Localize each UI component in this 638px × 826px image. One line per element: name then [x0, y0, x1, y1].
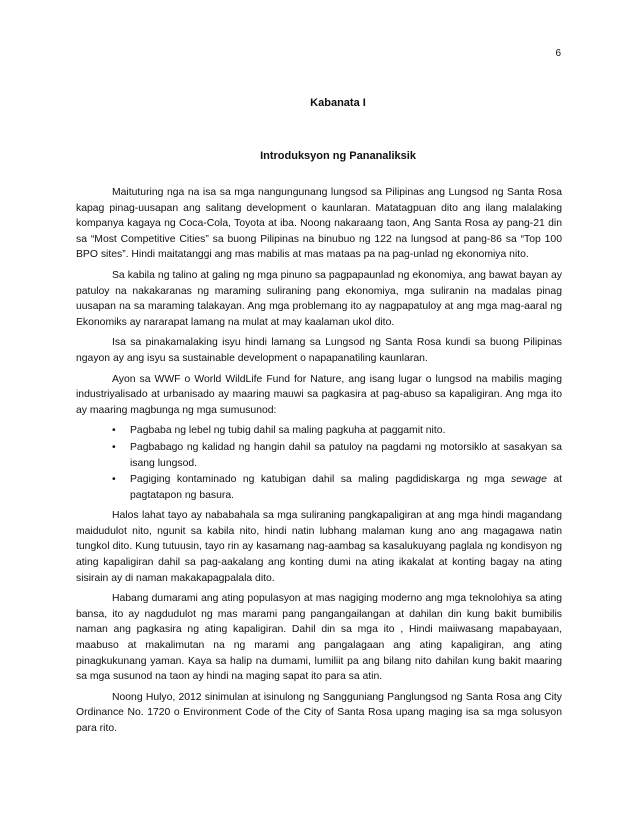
list-item-text: Pagbaba ng lebel ng tubig dahil sa maling pagkuha at paggamit nito.: [130, 425, 446, 437]
list-item: [76, 423, 562, 439]
paragraph-concern: Halos lahat tayo ay nababahala sa mga suliraning pangkapaligiran at ang mga hindi magandang maidudulot nito, ngunit sa kabila nito, hindi natin lubhang malaman kung ano ang magagawa natin tungkol dito. Kung tutuusin, tayo rin ay kasamang nag-aambag sa kasalukuyang paglala ng kondisyon ng ating kapaligiran dahil sa pag-aakalang ang konting dumi na ating ikakalat at konting bagay na ating sisirain ay di naman makakapagpalala dito.: [76, 510, 562, 584]
paragraph-sustainable-development: Isa sa pinakamalaking isyu hindi lamang sa Lungsod ng Santa Rosa kundi sa buong Pilipinas ngayon ay ang isyu sa sustainable development o napapanatiling kaunlaran.: [76, 337, 562, 364]
section-title: Introduksyon ng Pananaliksik: [260, 150, 416, 162]
effects-list: [76, 423, 562, 503]
bullet-icon: •: [112, 425, 116, 437]
page-number: 6: [555, 48, 561, 59]
list-item-emphasis: sewage: [511, 474, 547, 486]
list-item-text-after: at pagtatapon ng basura.: [130, 474, 562, 501]
bullet-icon: •: [112, 474, 116, 486]
paragraph-population: Habang dumarami ang ating populasyon at mas nagiging moderno ang mga teknolohiya sa ating bansa, ito ay nagdudulot ng mas marami pang pangangailangan at dahilan din kung bakit bumibilis naman ang pagkasira ng ating kapaligiran. Dahil din sa mga ito , Hindi maiiwasang mapabayaan, maabuso at makalimutan na ng marami ang pangalagaan ang ating kapaligiran, ang ating pinagkukunang yaman. Kaya sa halip na dumami, lumiliit pa ang bilang nito dahilan kung bakit maaring sa mga susunod na taon ay hindi na maging sapat ito para sa atin.: [76, 593, 562, 683]
bullet-icon: •: [112, 441, 116, 453]
list-item: [76, 440, 562, 471]
list-item-text: [130, 474, 562, 501]
list-item: [76, 472, 562, 503]
paragraph-leaders: Sa kabila ng talino at galing ng mga pinuno sa pagpapaunlad ng ekonomiya, ang bawat bayan ay patuloy na nakakaranas ng maraming suliraning pang ekonomiya, mga suliranin na madalas pinag uusapan na sa maraming talakayan. Ang mga problemang ito ay nagpapatuloy at ang mga mag-aaral ng Ekonomiks ay nararapat lamang na mulat at may kaalaman ukol dito.: [76, 269, 562, 328]
paragraph-intro: Maituturing nga na isa sa mga nangungunang lungsod sa Pilipinas ang Lungsod ng Santa Rosa kapag pinag-uusapan ang salitang development o kaunlaran. Matatagpuan dito ang ilang malalaking kompanya kagaya ng Coca-Cola, Toyota at iba. Noong nakaraang taon, Ang Santa Rosa ay pang-21 din sa “Most Competitive Cities” sa buong Pilipinas na binubuo ng 122 na lungsod at pang-86 sa “Top 100 BPO sites”. Hindi maitatanggi ang mas mabilis at mas mataas pa na pag-unlad ng ekonomiya nito.: [76, 187, 562, 261]
paragraph-ordinance: Noong Hulyo, 2012 sinimulan at isinulong ng Sangguniang Panglungsod ng Santa Rosa ang City Ordinance No. 1720 o Environment Code of the City of Santa Rosa upang maging isa sa mga solusyon para rito.: [76, 691, 562, 734]
paragraph-wwf: Ayon sa WWF o World WildLife Fund for Nature, ang isang lugar o lungsod na mabilis maging industriyalisado at urbanisado ay maaring mauwi sa pagkasira at pag-abuso sa kapaligiran. Ang mga ito ay maaring magbunga ng mga sumusunod:: [76, 373, 562, 416]
chapter-title: Kabanata I: [310, 97, 366, 109]
document-body: [76, 185, 562, 742]
list-item-text-before: Pagiging kontaminado ng katubigan dahil sa maling pagdidiskarga ng mga: [130, 474, 512, 486]
list-item-text: Pagbabago ng kalidad ng hangin dahil sa patuloy na pagdami ng motorsiklo at sasakyan sa isang lungsod.: [130, 441, 562, 469]
